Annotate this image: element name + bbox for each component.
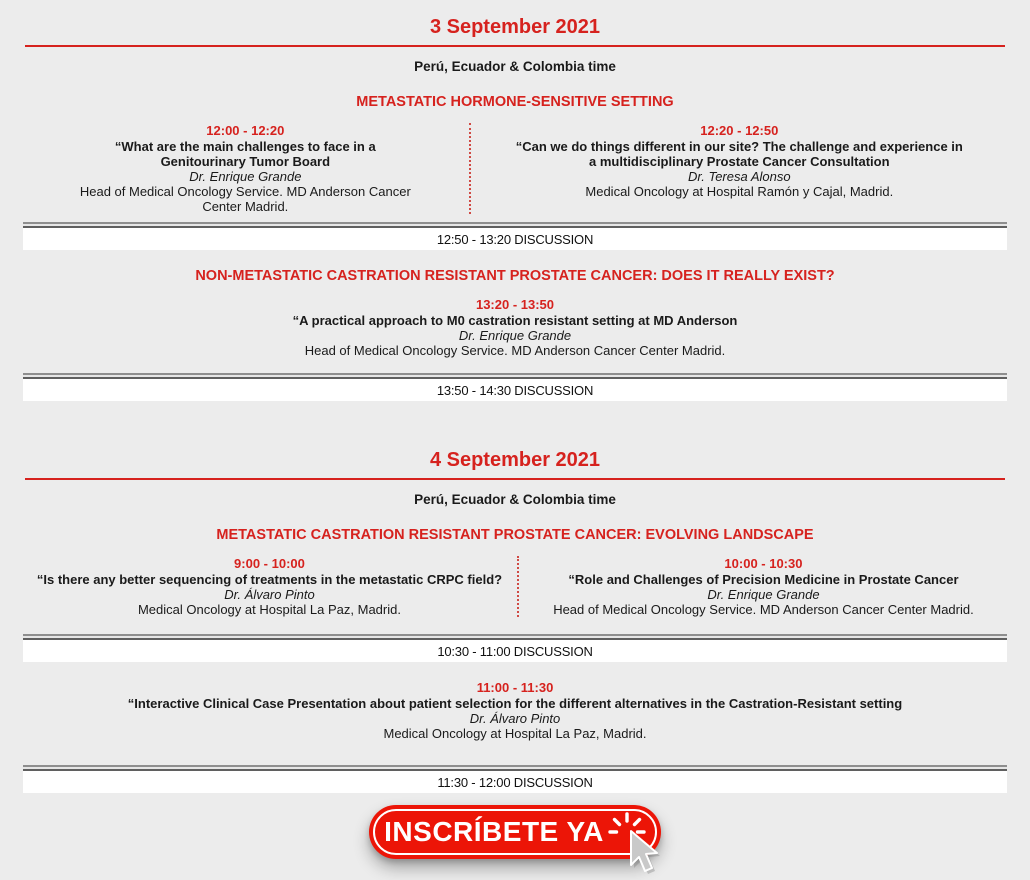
day2-divider-line <box>25 478 1005 480</box>
session-time: 10:00 - 10:30 <box>724 556 803 571</box>
register-button[interactable] <box>369 805 661 859</box>
session-time: 11:00 - 11:30 <box>476 680 554 695</box>
session-time: 12:00 - 12:20 <box>206 123 285 138</box>
session-title: “A practical approach to M0 castration resistant setting at MD Anderson <box>292 313 738 328</box>
session-card <box>22 123 471 214</box>
session-title: “Role and Challenges of Precision Medicine in Prostate Cancer <box>568 572 959 587</box>
discussion-bar-label: 10:30 - 11:00 DISCUSSION <box>23 640 1007 662</box>
session-title: “What are the main challenges to face in a Genitourinary Tumor Board <box>114 139 376 169</box>
session-affiliation: Head of Medical Oncology Service. MD Anderson Cancer Center Madrid. <box>79 184 411 214</box>
session-card <box>23 680 1007 741</box>
session-title: “Interactive Clinical Case Presentation about patient selection for the different alternatives in the Castration-Resistant setting <box>127 696 903 711</box>
discussion-bar <box>23 634 1007 662</box>
session-time: 9:00 - 10:00 <box>234 556 305 571</box>
day1-section1-heading: METASTATIC HORMONE-SENSITIVE SETTING <box>356 94 674 110</box>
day2-date-title: 4 September 2021 <box>429 449 601 471</box>
session-affiliation: Medical Oncology at Hospital Ramón y Cajal, Madrid. <box>585 184 894 199</box>
session-speaker: Dr. Álvaro Pinto <box>224 587 315 602</box>
session-title: “Can we do things different in our site? The challenge and experience in a multidisciplinary Prostate Cancer Consultation <box>515 139 963 169</box>
session-speaker: Dr. Álvaro Pinto <box>469 711 561 726</box>
discussion-bar-label: 11:30 - 12:00 DISCUSSION <box>23 771 1007 793</box>
discussion-bar-label: 13:50 - 14:30 DISCUSSION <box>23 379 1007 401</box>
discussion-bar <box>23 765 1007 793</box>
session-speaker: Dr. Teresa Alonso <box>688 169 791 184</box>
session-affiliation: Head of Medical Oncology Service. MD Anderson Cancer Center Madrid. <box>304 343 726 358</box>
day2-section1-heading: METASTATIC CASTRATION RESISTANT PROSTATE CANCER: EVOLVING LANDSCAPE <box>216 527 814 543</box>
session-time: 12:20 - 12:50 <box>700 123 779 138</box>
day1-date-title: 3 September 2021 <box>429 16 601 38</box>
day1-timezone: Perú, Ecuador & Colombia time <box>414 59 616 74</box>
session-card <box>519 556 1008 617</box>
session-speaker: Dr. Enrique Grande <box>189 169 302 184</box>
session-speaker: Dr. Enrique Grande <box>707 587 820 602</box>
day1-divider-line <box>25 45 1005 47</box>
day1-session-row <box>22 123 1008 214</box>
cta-area <box>0 805 1030 859</box>
day2-timezone: Perú, Ecuador & Colombia time <box>414 492 616 507</box>
day2-session-row <box>22 556 1008 617</box>
session-speaker: Dr. Enrique Grande <box>458 328 572 343</box>
session-title: “Is there any better sequencing of treatments in the metastatic CRPC field? <box>36 572 503 587</box>
session-affiliation: Head of Medical Oncology Service. MD Anderson Cancer Center Madrid. <box>553 602 974 617</box>
session-affiliation: Medical Oncology at Hospital La Paz, Madrid. <box>137 602 401 617</box>
discussion-bar <box>23 222 1007 250</box>
session-affiliation: Medical Oncology at Hospital La Paz, Madrid. <box>383 726 647 741</box>
session-time: 13:20 - 13:50 <box>475 297 555 312</box>
day1-section2-heading: NON-METASTATIC CASTRATION RESISTANT PROSTATE CANCER: DOES IT REALLY EXIST? <box>195 268 835 284</box>
session-card <box>471 123 1008 214</box>
discussion-bar-label: 12:50 - 13:20 DISCUSSION <box>23 228 1007 250</box>
session-card <box>22 556 519 617</box>
register-button-label: INSCRÍBETE YA <box>384 816 604 847</box>
session-card <box>23 297 1007 358</box>
discussion-bar <box>23 373 1007 401</box>
